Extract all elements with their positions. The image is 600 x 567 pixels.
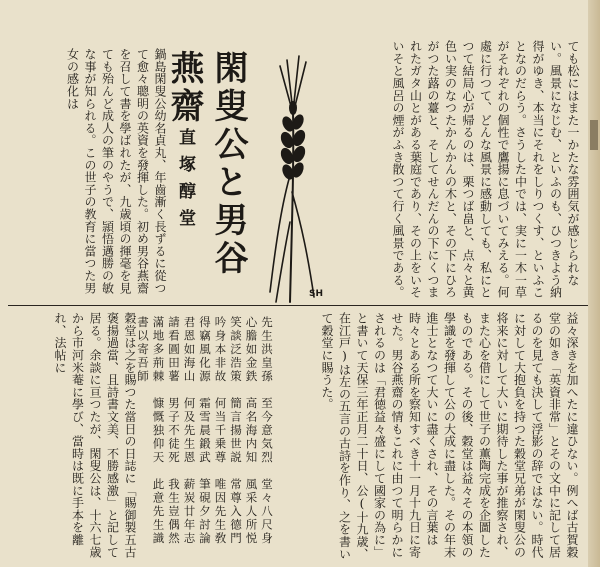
poem-text: 先生洪皇孫 至今意気烈 堂々八尺身 心膽如金鉄 高名海内知 風采人所悦 笑談泛浩策 簡言揚世説 常尊入德門 吟身本非故 何当千乗尊 唯因先生敎 得竊風化源 霜雪晨鍛武 筆硯夕討論 君恩如海山 何及先生恩 薪炭廿年志 請看圓田薯 男子不徒死 我生豈偶然 滿地多荊棘 慷慨独仰天 此意先生識 書以寄吾師 [136, 316, 274, 559]
article-closing-text: 穀堂は之を賜つた當日の日誌に「賜御製五古褒揚過當、且詩書文美、不勝感激」と記して居る。余談に亘つたが、閑叟公は、十六七歳から市河米菴に學び、當時は既に手本を離れ、法帖に [53, 312, 137, 558]
essay-continuation-text: ても松にはまた一かたな雰囲気が感じられない。風景になじむ、といふのも、ひつきよう納得がゆき、本当にそれをしりつくす、といふことなのだらう。さうした中では、実に一木一草がそれぞれの個性で鷹揚に息づいてみえる。何處に行つて、どんな風景に感動しても、私にとつて結局心が帰るのは、栗つば畠と、点々と黄色い実のなつたかんかんの木と、その下にひろがつた蕗の薹と、そしてせんだんの下にくつまれたガタ山とがある葉庭であり、その上をいそいそと風呂の煙がふき散つて行く風景である。 [391, 40, 580, 299]
article-body-text: 益々深きを加へたに違ひない。例へば古賀穀堂の如き「英資非常」とその文中に記して居るのを見ても決して浮影の辞ではない。時代に対して大抱負を持つた穀堂兄弟が閑叟公の将来に対して大いに期待した事が推察され、また心を借にして世子の薫陶完成を企圖したものである。その後、穀堂は益々その本領の學識を發揮して公の大成に盡した。その年末進士となつて大いに盡くされ、その言葉は時々とある所を察知すべき十一月十九日に寄せた。男谷燕齋の情もこれに由つて明らかにされるのは「君徳益々盛にして國家の為に」と書いて天保三年正月二十日、公(十九歳、在江戸)は左の五言の古詩を作り、之を書いて穀堂に賜うた。 [320, 312, 579, 560]
wheat-illustration [262, 52, 324, 307]
illustrator-signature: SH [309, 289, 324, 299]
article-title: 閑叟公と男谷燕齋 [164, 50, 248, 278]
article-intro-text: 鍋島閑叟公幼名貞丸、年齒漸く長ずるに從つて愈々聰明の英資を發揮した。初め男谷燕齋を召して書を學ばれたが、九歳頃の揮毫を見ても殆んど成人の筆のやうで、頴悟邁勝の敏な事が知られる。この世子の教育に當つた男女の感化は [65, 48, 167, 294]
section-divider [8, 305, 588, 306]
page-edge [588, 0, 600, 567]
article-author: 直塚醇堂 [175, 128, 195, 236]
page-tab-mark [590, 120, 598, 150]
